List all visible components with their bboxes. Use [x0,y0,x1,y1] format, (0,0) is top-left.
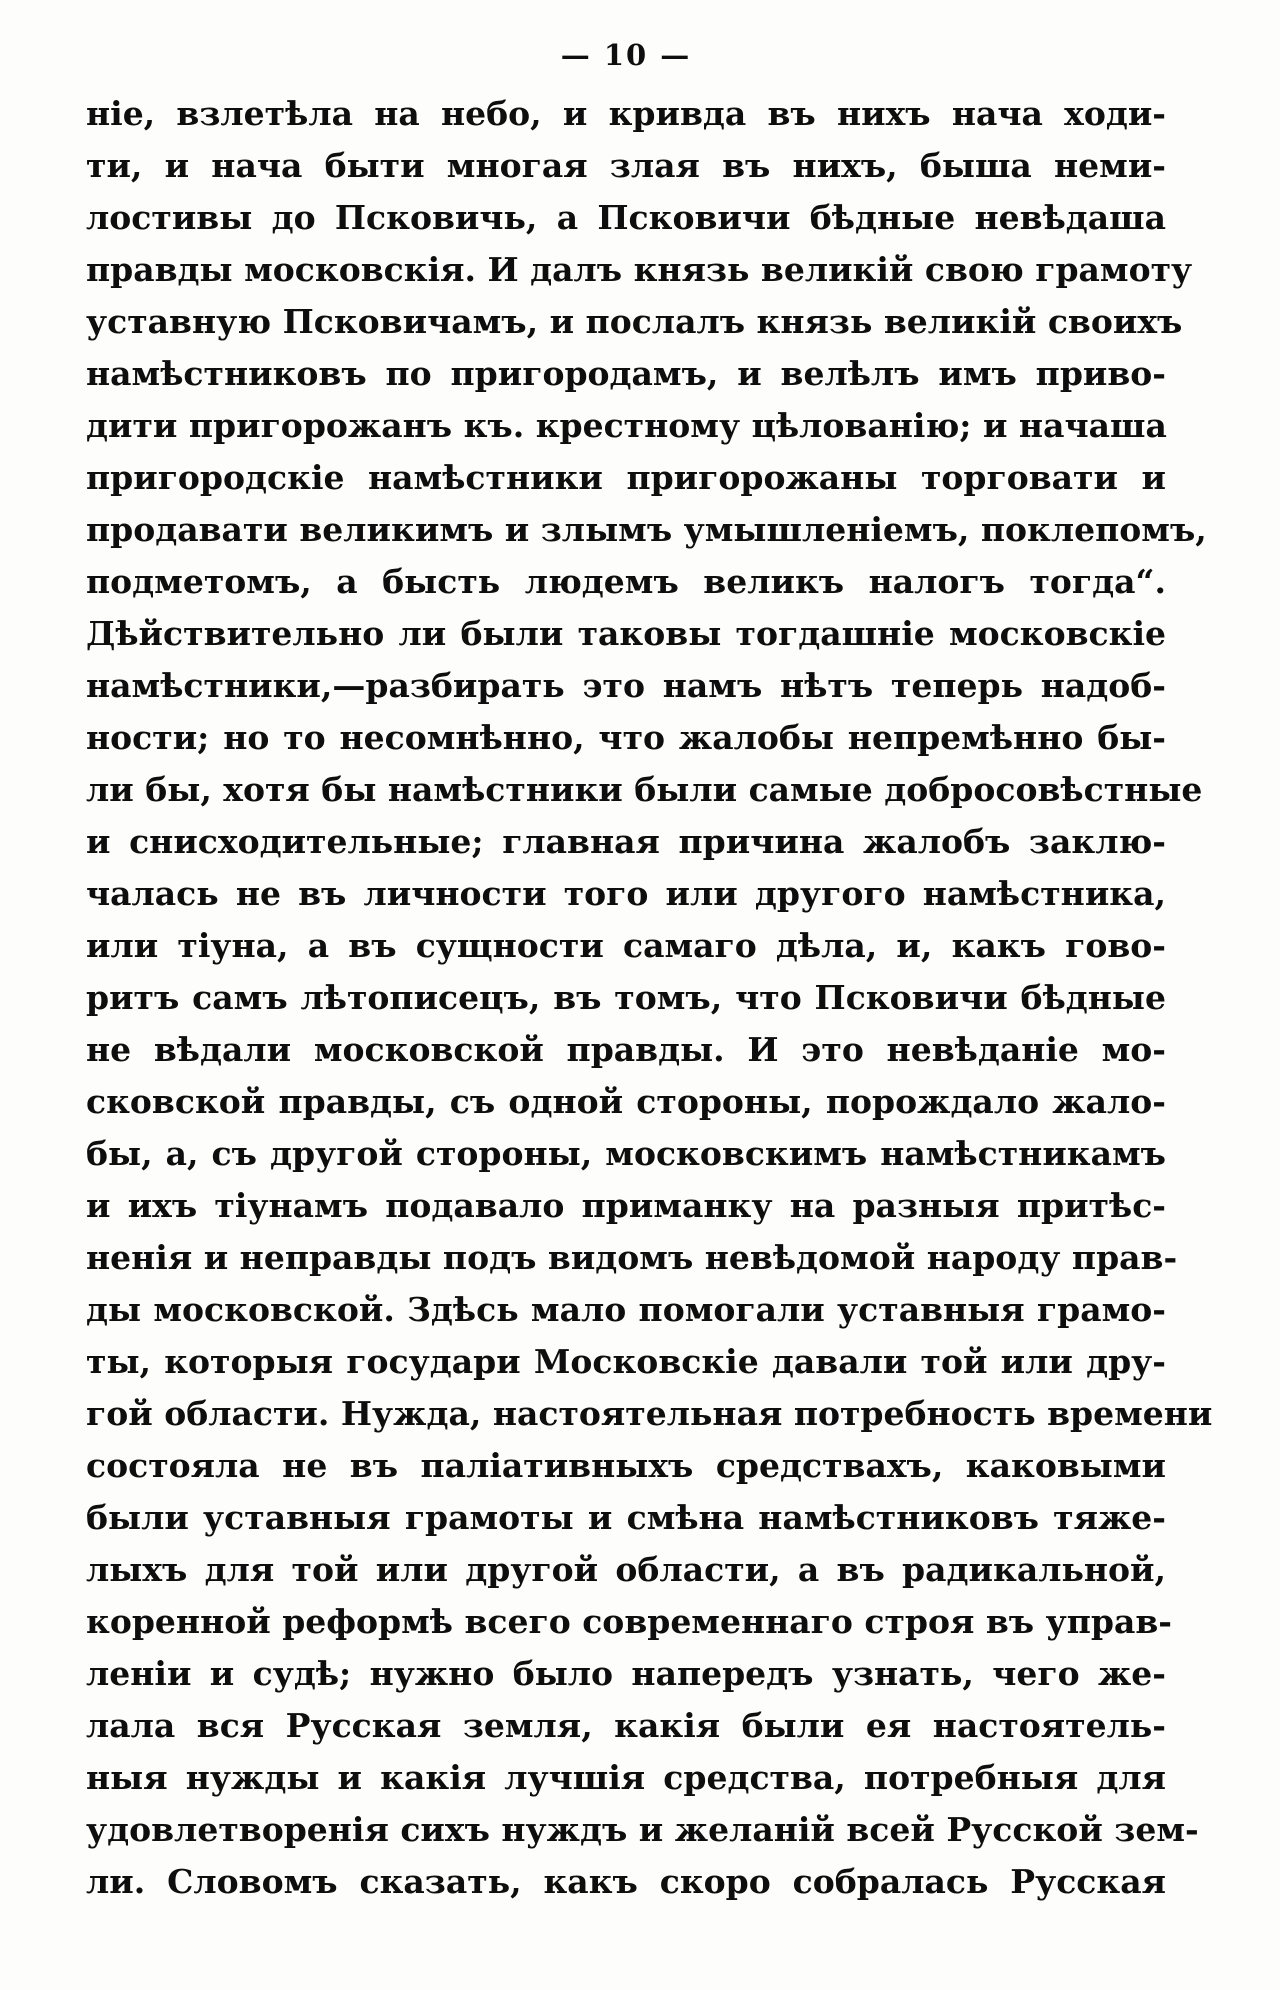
text-line: ритъ самъ лѣтописецъ, въ томъ, что Псковичи бѣдные [86,978,1166,1017]
text-line: Дѣйствительно ли были таковы тогдашніе московскіе [86,614,1166,653]
text-line: и снисходительные; главная причина жалобъ заклю- [86,822,1166,861]
text-line: продавати великимъ и злымъ умышленіемъ, поклепомъ, [86,510,1207,549]
body-text [86,88,1213,1908]
text-line: коренной реформѣ всего современнаго строя въ управ- [86,1602,1172,1641]
text-line: ти, и нача быти многая злая въ нихъ, быша неми- [86,146,1166,185]
text-line: лыхъ для той или другой области, а въ радикальной, [86,1550,1166,1589]
text-line: чалась не въ личности того или другого намѣстника, [86,874,1166,913]
text-line: удовлетворенія сихъ нуждъ и желаній всей Русской зем- [86,1810,1199,1849]
text-line: ли бы, хотя бы намѣстники были самые добросовѣстные [86,770,1203,809]
text-line: ды московской. Здѣсь мало помогали уставныя грамо- [86,1290,1166,1329]
text-line: ности; но то несомнѣнно, что жалобы непремѣнно бы- [86,718,1166,757]
text-line: были уставныя грамоты и смѣна намѣстниковъ тяже- [86,1498,1166,1537]
text-line: ныя нужды и какія лучшія средства, потребныя для [86,1758,1166,1797]
page-number-header: — 10 — [560,38,692,72]
text-line: сковской правды, съ одной стороны, порождало жало- [86,1082,1166,1121]
text-line: не вѣдали московской правды. И это невѣданіе мо- [86,1030,1166,1069]
text-line: лостивы до Псковичь, а Псковичи бѣдные невѣдаша [86,198,1166,237]
text-line: ли. Словомъ сказать, какъ скоро собралась Русская [86,1862,1166,1901]
text-line: и ихъ тіунамъ подавало приманку на разныя притѣс- [86,1186,1166,1225]
text-line: леніи и судѣ; нужно было напередъ узнать, чего же- [86,1654,1166,1693]
text-line: ніе, взлетѣла на небо, и кривда въ нихъ нача ходи- [86,94,1166,133]
text-line: намѣстниковъ по пригородамъ, и велѣлъ имъ приво- [86,354,1166,393]
text-line: состояла не въ паліативныхъ средствахъ, каковыми [86,1446,1166,1485]
text-line: намѣстники,—разбирать это намъ нѣтъ теперь надоб- [86,666,1166,705]
text-line: гой области. Нужда, настоятельная потребность времени [86,1394,1213,1433]
text-line: дити пригорожанъ къ. крестному цѣлованію; и начаша [86,406,1167,445]
text-line: ненія и неправды подъ видомъ невѣдомой народу прав- [86,1238,1178,1277]
text-line: правды московскія. И далъ князь великій свою грамоту [86,250,1193,289]
text-line: подметомъ, а бысть людемъ великъ налогъ тогда“. [86,562,1166,601]
text-line: лала вся Русская земля, какія были ея настоятель- [86,1706,1166,1745]
text-line: уставную Псковичамъ, и послалъ князь великій своихъ [86,302,1183,341]
text-line: ты, которыя государи Московскіе давали той или дру- [86,1342,1166,1381]
text-line: или тіуна, а въ сущности самаго дѣла, и, какъ гово- [86,926,1166,965]
text-line: бы, а, съ другой стороны, московскимъ намѣстникамъ [86,1134,1166,1173]
text-line: пригородскіе намѣстники пригорожаны торговати и [86,458,1166,497]
